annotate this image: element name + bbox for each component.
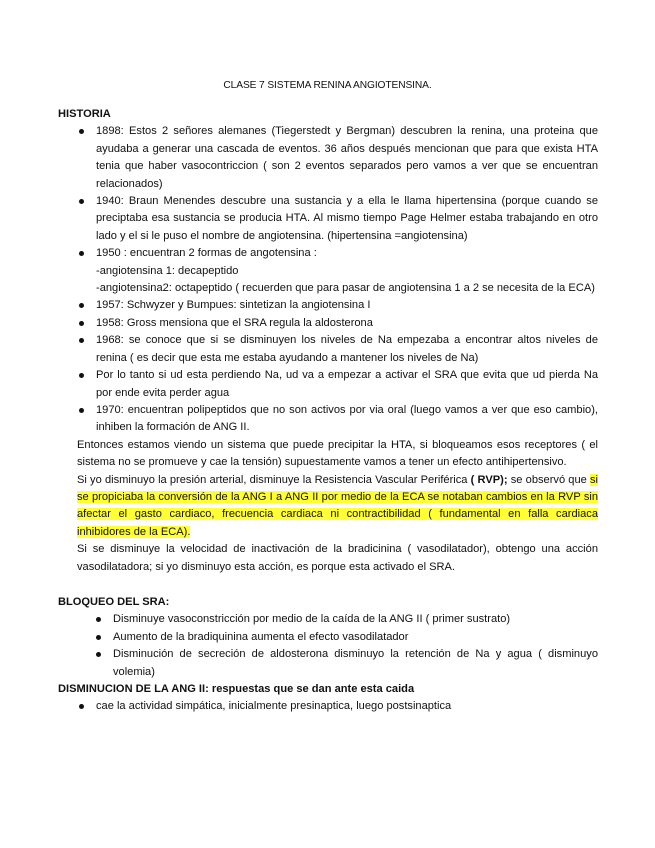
- bullet-icon: [79, 321, 84, 326]
- list-item: [58, 698, 598, 715]
- bullet-icon: [79, 373, 84, 378]
- list-item: [58, 245, 598, 297]
- list-item-text: 1950 : encuentran 2 formas de angotensina :: [96, 247, 317, 260]
- list-item-text: Por lo tanto si ud esta perdiendo Na, ud va a empezar a activar el SRA que evita que ud pierda Na por ende evita perder agua: [96, 369, 598, 399]
- list-item: [58, 332, 598, 367]
- bullet-icon: [79, 303, 84, 308]
- bullet-icon: [79, 408, 84, 413]
- document-content: [58, 106, 598, 716]
- list-item: [58, 193, 598, 245]
- highlighted-text: si se propiciaba la conversión de la ANG I a ANG II por medio de la ECA se notaban cambios en la RVP sin afectar el gasto cardiaco, frecuencia cardiaca ni contractibilidad ( fundamental en falla cardiaca inhibidores de la ECA).: [77, 473, 599, 538]
- list-item: [58, 315, 598, 332]
- list-item-text: 1970: encuentran polipeptidos que no son activos por via oral (luego vamos a ver que eso cambio), inhiben la formación de ANG II.: [96, 403, 598, 434]
- bullet-icon: [96, 635, 101, 640]
- bullet-icon: [79, 704, 84, 709]
- rvp-abbrev: ( RVP);: [470, 473, 508, 486]
- paragraph-rvp: [58, 472, 598, 542]
- bullet-icon: [79, 199, 84, 204]
- list-item: [58, 629, 598, 646]
- list-item-text: cae la actividad simpática, inicialmente presinaptica, luego postsinaptica: [96, 700, 452, 713]
- bullet-icon: [96, 652, 101, 657]
- bloqueo-list: [58, 611, 598, 681]
- list-item-text: 1957: Schwyzer y Bumpues: sintetizan la angiotensina I: [96, 299, 371, 312]
- list-item-text: Disminución de secreción de aldosterona disminuyo la retención de Na y agua ( disminuyo volemia): [113, 648, 598, 678]
- list-item-text: 1898: Estos 2 señores alemanes (Tiegerstedt y Bergman) descubren la renina, una proteina que ayudaba a generar una cascada de eventos. 36 años después mencionan que para que exista HTA tenia que haber vasocontriccion ( son 2 eventos separados pero vamos a ver que se encuentran relacionados): [96, 125, 598, 190]
- bullet-icon: [96, 617, 101, 622]
- paragraph-htn-system: Entonces estamos viendo un sistema que puede precipitar la HTA, si bloqueamos esos receptores ( el sistema no se promueve y cae la tensión) supuestamente vamos a tener un efecto antihipertensivo.: [77, 438, 598, 469]
- list-item-text: Disminuye vasoconstricción por medio de la caída de la ANG II ( primer sustrato): [113, 613, 511, 626]
- bullet-icon: [79, 251, 84, 256]
- section-heading-disminucion: DISMINUCION DE LA ANG II: respuestas que se dan ante esta caida: [58, 683, 415, 695]
- list-item-text: 1940: Braun Menendes descubre una sustancia y a ella le llama hipertensina (porque cuando se preciptaba esa sustancia se producia HTA. Al mismo tiempo Page Helmer estaba trabajando en otro lado y el si le puso el nombre de angiotensina. (hipertensina =angiotensina): [96, 195, 598, 242]
- list-item: [58, 123, 598, 193]
- bullet-icon: [79, 129, 84, 134]
- list-item: [58, 297, 598, 314]
- list-item-text: 1968: se conoce que si se disminuyen los niveles de Na empezaba a encontrar altos niveles de renina ( es decir que esta me estaba ayudando a mantener los niveles de Na): [96, 334, 598, 364]
- list-item-text: 1958: Gross mensiona que el SRA regula la aldosterona: [96, 316, 373, 329]
- sub-line-angiotensina-1: -angiotensina 1: decapeptido: [96, 264, 239, 277]
- historia-list: [58, 123, 598, 436]
- list-item: [58, 367, 598, 402]
- rvp-text-c: se observó que: [507, 473, 590, 486]
- sub-line-angiotensina-2: -angiotensina2: octapeptido ( recuerden que para pasar de angiotensina 1 a 2 se necesita de la ECA): [96, 282, 595, 295]
- list-item: [58, 402, 598, 437]
- list-item: [58, 611, 598, 628]
- list-item: [58, 646, 598, 681]
- section-heading-historia: HISTORIA: [58, 108, 111, 120]
- document-title: CLASE 7 SISTEMA RENINA ANGIOTENSINA.: [223, 80, 432, 91]
- bullet-icon: [79, 338, 84, 343]
- section-heading-bloqueo: BLOQUEO DEL SRA:: [58, 595, 170, 608]
- rvp-text-a: Si yo disminuyo la presión arterial, disminuye la Resistencia Vascular Periférica: [77, 473, 471, 486]
- list-item-text: Aumento de la bradiquinina aumenta el efecto vasodilatador: [113, 630, 409, 643]
- paragraph-bradicinina: Si se disminuye la velocidad de inactivación de la bradicinina ( vasodilatador), obtengo una acción vasodilatadora; si yo disminuyo esta acción, es porque esta activado el SRA.: [77, 543, 598, 573]
- disminucion-list: [58, 698, 598, 715]
